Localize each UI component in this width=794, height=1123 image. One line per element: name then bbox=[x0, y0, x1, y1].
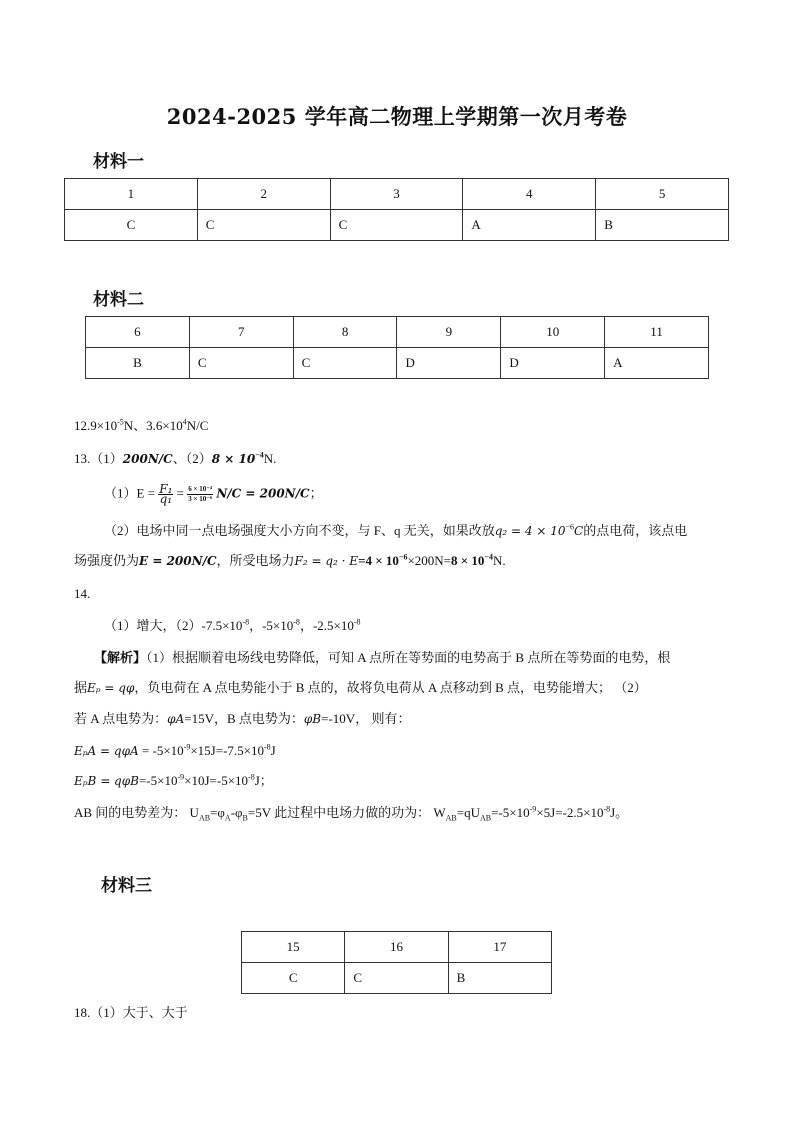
fraction: $\frac{\text{6 × 10⁻⁴}}{\text{3 × 10⁻⁶}}$ bbox=[188, 485, 213, 503]
table-cell: 10 bbox=[501, 317, 605, 348]
q14-work-formula: AB 间的电势差为： $U_{AB}=\varphi_A-\varphi_B=5V$ 此过程中电场力做的功为： $W_{AB}=qU_{AB}=-5\times 10^{-9}\times 5J=-2.5\times 10^{-8}J$。 bbox=[74, 804, 629, 823]
table-cell: 1 bbox=[65, 179, 198, 210]
q13-part2-line1: （2）电场中同一点电场强度大小方向不变，与 F、q 无关，如果改放$q_2 = 4 \times 10^{-6}C$的点电荷，该点电 bbox=[104, 522, 688, 538]
q12-answer: $12.9\times 10^{-5}N$、$3.6\times 10^4N/C$ bbox=[74, 417, 209, 433]
section2-heading: 材料二 bbox=[93, 290, 144, 310]
section1-heading: 材料一 bbox=[93, 152, 144, 172]
table-header-row bbox=[65, 179, 729, 210]
q13-part2-line2: 场强度仍为E = 200N/C，所受电场力$F_2 = q_2 \cdot E=4 \times 10^{-6}\times 200N=8 \times 10^{-4}N$. bbox=[74, 552, 506, 568]
table-cell: B bbox=[596, 210, 729, 241]
table-cell: 11 bbox=[605, 317, 709, 348]
table-cell: B bbox=[86, 348, 190, 379]
q14-explanation-line1: 【解析】（1）根据顺着电场线电势降低，可知 A 点所在等势面的电势高于 B 点所在等势面的电势，根 bbox=[94, 650, 671, 665]
table-answer-row bbox=[65, 210, 729, 241]
table-cell: C bbox=[189, 348, 293, 379]
table-cell: 15 bbox=[242, 932, 345, 963]
q18-answer: 18.（1）大于、大于 bbox=[74, 1005, 188, 1020]
q13-part1-formula: （1）E = $\frac{\text{F₁}}{\text{q₁}}$ = $\frac{\text{6 × 10⁻⁴}}{\text{3 × 10⁻⁶}}$ N/C = 200N/C； bbox=[104, 482, 323, 506]
table-cell: A bbox=[605, 348, 709, 379]
section3-answer-table bbox=[241, 931, 552, 994]
table-cell: 8 bbox=[293, 317, 397, 348]
table-cell: C bbox=[197, 210, 330, 241]
table-cell: 9 bbox=[397, 317, 501, 348]
table-cell: C bbox=[345, 963, 448, 994]
table-answer-row bbox=[242, 963, 552, 994]
table-answer-row bbox=[86, 348, 709, 379]
table-cell: D bbox=[501, 348, 605, 379]
table-cell: 3 bbox=[330, 179, 463, 210]
table-cell: 6 bbox=[86, 317, 190, 348]
table-cell: B bbox=[448, 963, 551, 994]
q14-epb-formula: $E_pB = q\varphi B=-5\times 10^{-9}\times 10J=-5\times 10^{-8}J$； bbox=[74, 772, 273, 788]
explanation-label: 【解析】 bbox=[94, 650, 147, 665]
table-cell: D bbox=[397, 348, 501, 379]
table-header-row bbox=[86, 317, 709, 348]
table-cell: 7 bbox=[189, 317, 293, 348]
table-cell: 17 bbox=[448, 932, 551, 963]
q13-answer: 13.（1）200N/C、$(2)8 \times 10^{-4}N$. bbox=[74, 450, 277, 466]
table-cell: 2 bbox=[197, 179, 330, 210]
table-cell: 4 bbox=[463, 179, 596, 210]
page-title: 2024-2025 学年高二物理上学期第一次月考卷 bbox=[166, 104, 628, 129]
table-cell: A bbox=[463, 210, 596, 241]
table-cell: C bbox=[293, 348, 397, 379]
table-cell: 16 bbox=[345, 932, 448, 963]
table-cell: 5 bbox=[596, 179, 729, 210]
q14-explanation-line3: 若 A 点电势为：φA=15V，B 点电势为：φB=-10V， 则有： bbox=[74, 711, 411, 726]
section2-answer-table bbox=[85, 316, 709, 379]
q14-explanation-line2: 据Eₚ = qφ，负电荷在 A 点电势能小于 B 点的，故将负电荷从 A 点移动到 B 点，电势能增大； （2） bbox=[74, 680, 647, 695]
section3-heading: 材料三 bbox=[101, 876, 152, 896]
q14-number: 14. bbox=[74, 586, 91, 601]
table-cell: C bbox=[242, 963, 345, 994]
table-header-row bbox=[242, 932, 552, 963]
section1-answer-table bbox=[64, 178, 729, 241]
fraction: $\frac{\text{F₁}}{\text{q₁}}$ bbox=[159, 482, 173, 506]
q14-epa-formula: $E_pA = q\varphi A = -5\times 10^{-9}\times 15J=-7.5\times 10^{-8}J$ bbox=[74, 742, 276, 758]
table-cell: C bbox=[65, 210, 198, 241]
table-cell: C bbox=[330, 210, 463, 241]
q14-answer: （1）增大，$(2)-7.5\times 10^{-8}$，$-5\times 10^{-8}$，$-2.5\times 10^{-8}$ bbox=[104, 617, 361, 633]
